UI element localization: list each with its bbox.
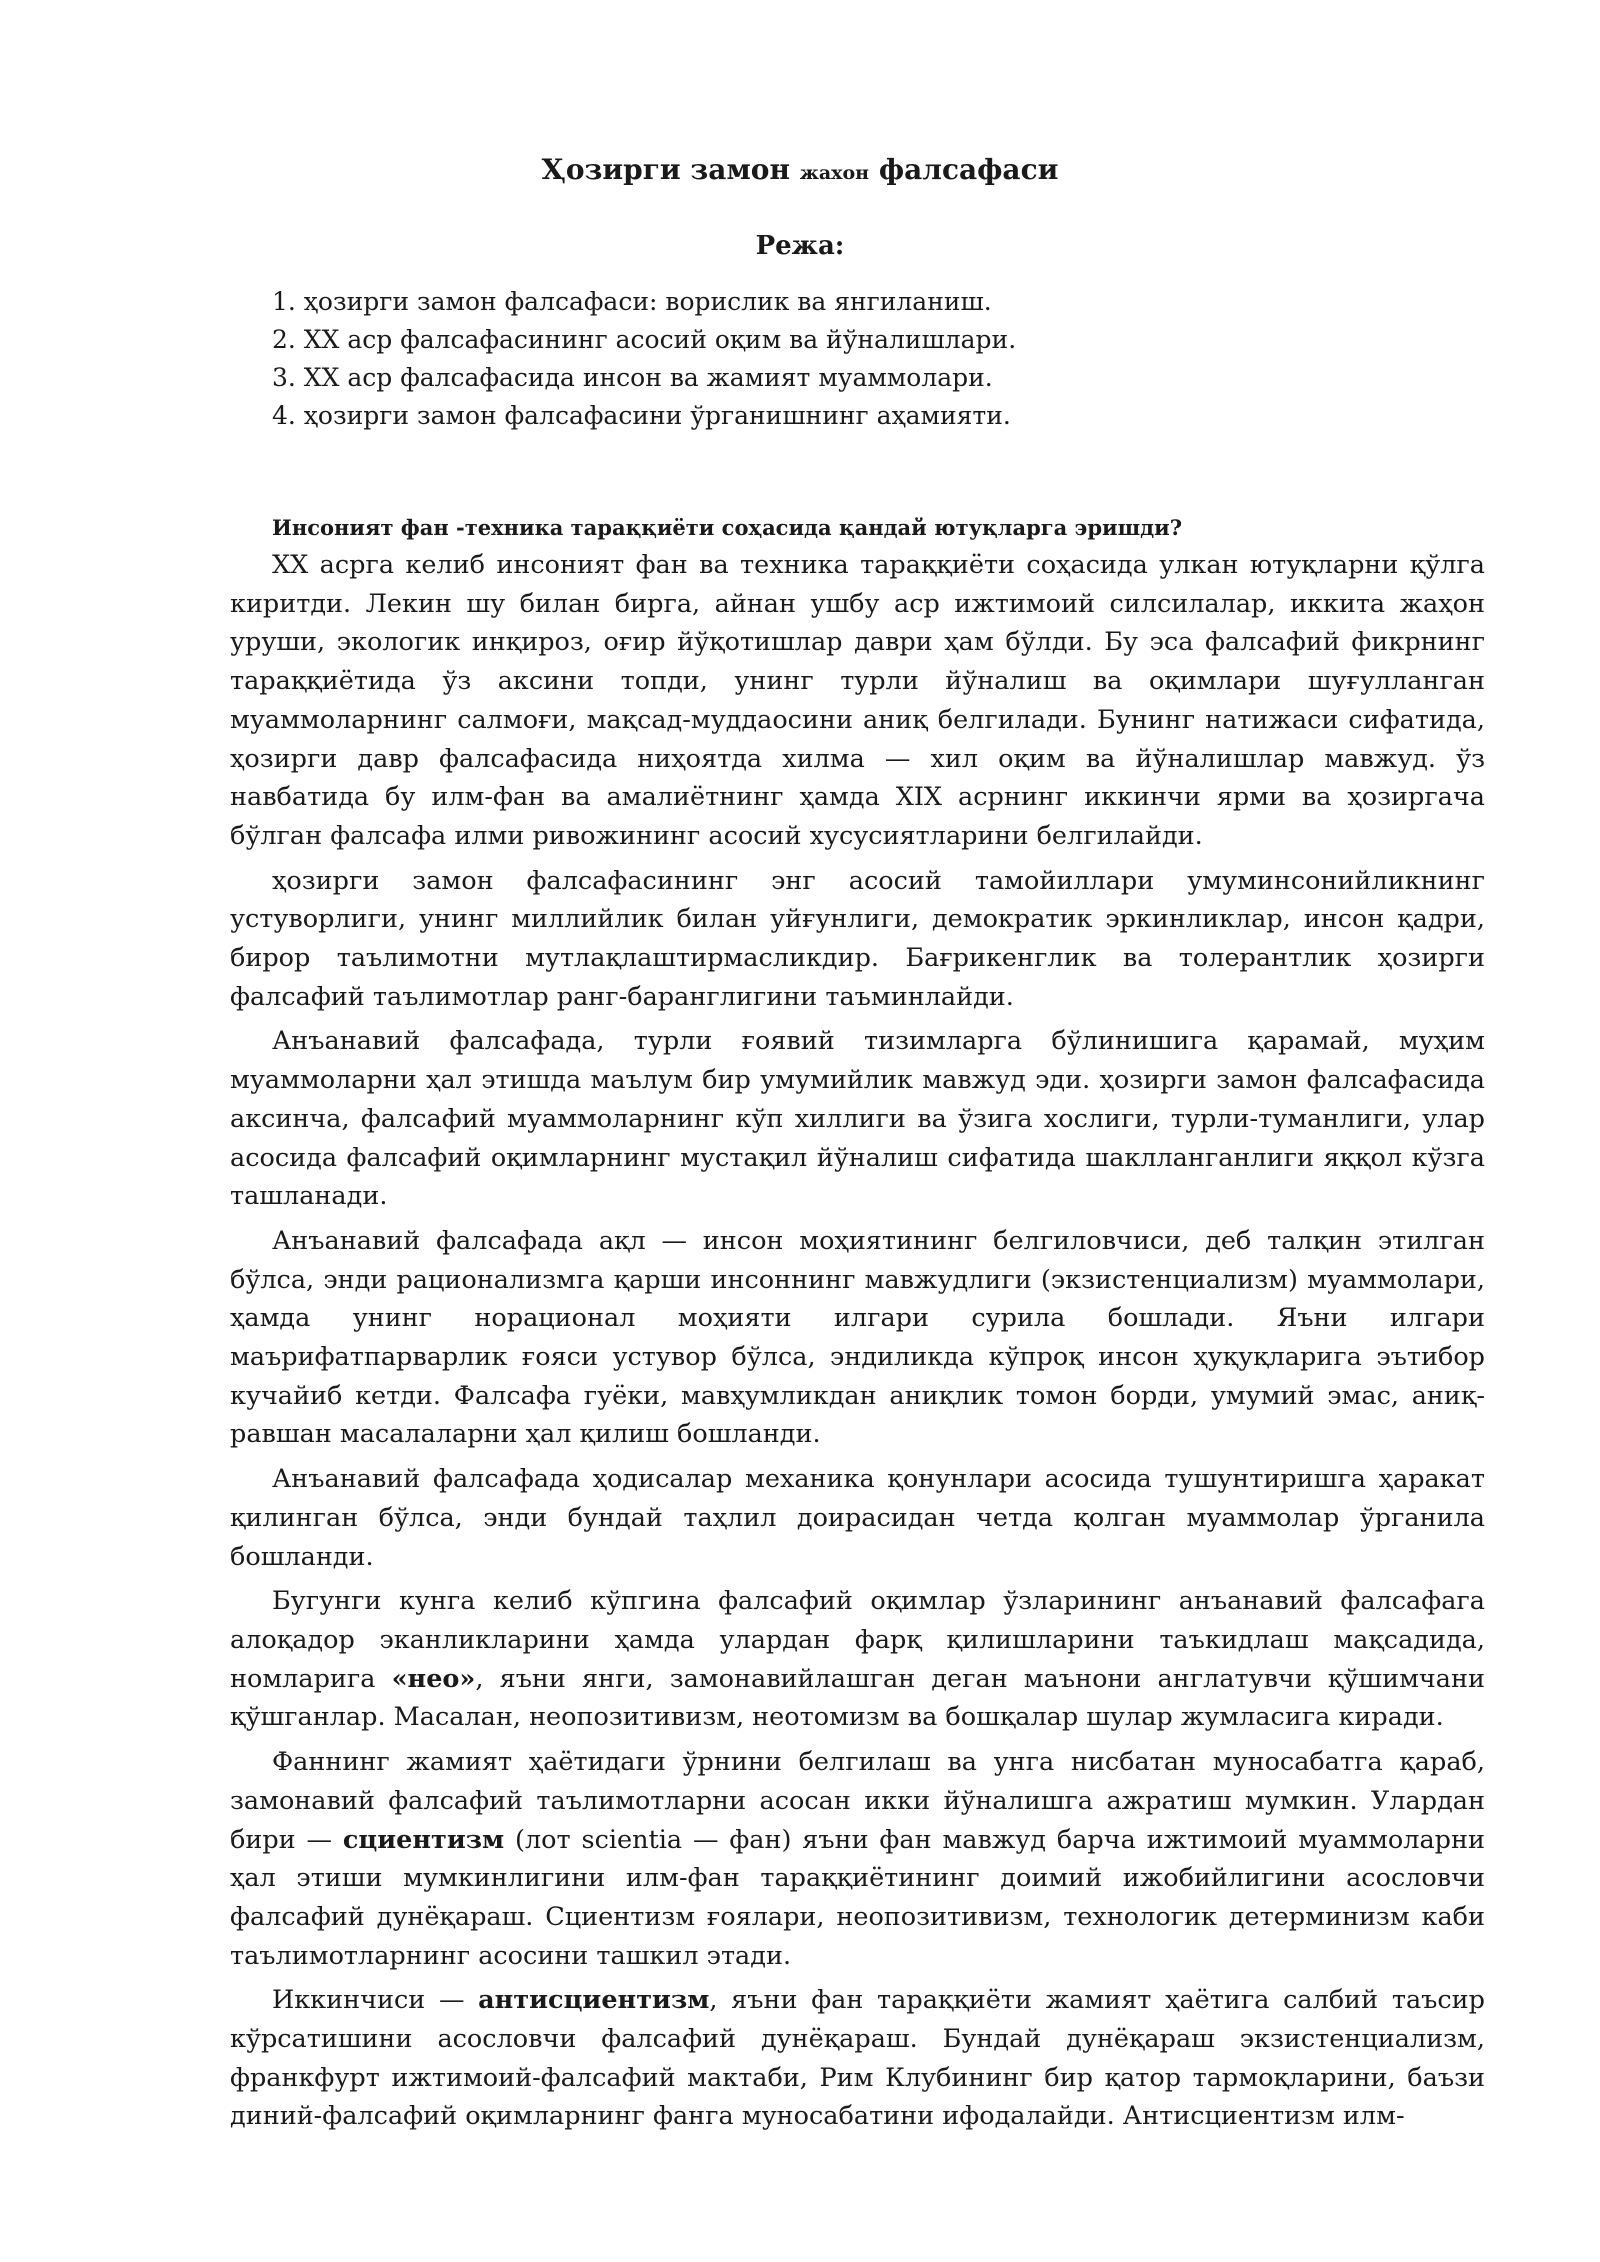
bold-term: сциентизм (342, 1824, 505, 1855)
plan-list (272, 283, 1016, 435)
title-part-1: Ҳозирги замон (541, 153, 790, 186)
paragraph (230, 1981, 1485, 2136)
paragraph-text: Иккинчиси — (272, 1985, 479, 2016)
page-title (0, 150, 1600, 193)
bold-term: «нео» (391, 1663, 476, 1694)
paragraph: ҳозирги замон фалсафасининг энг асосий тамойиллари умуминсонийликнинг устуворлиги, унинг миллийлик билан уйғунлиги, демократик эркинликлар, инсон қадри, бирор таълимотни мутлақлаштирмасликдир. Бағрикенглик ва толерантлик ҳозирги фалсафий таълимотлар ранг-баранглигини таъминлайди. (230, 865, 1485, 1012)
plan-item: 3. ХХ аср фалсафасида инсон ва жамият муаммолари. (272, 363, 993, 392)
paragraph-text: (лот scientia — фан) яъни фан мавжуд барча ижтимоий муаммоларни ҳал этиши мумкинлигини илм-фан тараққиётининг доимий ижобийлигини асословчи фалсафий дунёқараш. Сциентизм ғоялари, неопозитивизм, технологик детерминизм каби таълимотларнинг асосини ташкил этади. (230, 1824, 1485, 1971)
title-part-2: жахон (799, 162, 870, 184)
plan-heading: Режа: (755, 231, 845, 261)
paragraph-text: Бугунги кунга келиб кўпгина фалсафий оқимлар ўзларининг анъанавий фалсафага алоқадор эканликларини ҳамда улардан фарқ қилишларини таъкидлаш мақсадида, номларига (230, 1586, 1485, 1694)
paragraph: Анъанавий фалсафада ақл — инсон моҳиятининг белгиловчиси, деб талқин этилган бўлса, энди рационализмга қарши инсоннинг мавжудлиги (экзистенциализм) муаммолари, ҳамда унинг норационал моҳияти илгари сурила бошлади. Яъни илгари маърифатпарварлик ғояси устувор бўлса, эндиликда кўпроқ инсон ҳуқуқларига эътибор кучайиб кетди. Фалсафа гуёки, мавҳумликдан аниқлик томон борди, умумий эмас, аниқ-равшан масалаларни ҳал қилиш бошланди. (230, 1225, 1485, 1450)
plan-item: 4. ҳозирги замон фалсафасини ўрганишнинг аҳамияти. (272, 401, 1011, 430)
plan-item: 2. ХХ аср фалсафасининг асосий оқим ва йўналишлари. (272, 325, 1017, 354)
paragraph-text: Фаннинг жамият ҳаётидаги ўрнини белгилаш ва унга нисбатан муносабатга қараб, замонавий фалсафий таълимотларни асосан икки йўналишга ажратиш мумкин. Улардан бири — (230, 1747, 1485, 1855)
plan-item: 1. ҳозирги замон фалсафаси: ворислик ва янгиланиш. (272, 287, 992, 316)
paragraph: Анъанавий фалсафада, турли ғоявий тизимларга бўлинишига қарамай, муҳим муаммоларни ҳал этишда маълум бир умумийлик мавжуд эди. ҳозирги замон фалсафасида аксинча, фалсафий муаммоларнинг кўп хиллиги ва ўзига хослиги, турли-туманлиги, улар асосида фалсафий оқимларнинг мустақил йўналиш сифатида шаклланганлиги яққол кўзга ташланади. (230, 1026, 1485, 1212)
paragraph: Анъанавий фалсафада ҳодисалар механика қонунлари асосида тушунтиришга ҳаракат қилинган бўлса, энди бундай таҳлил доирасидан четда қолган муаммолар ўрганила бошланди. (230, 1464, 1485, 1572)
paragraph: ХХ асрга келиб инсоният фан ва техника тараққиёти соҳасида улкан ютуқларни қўлга киритди. Лекин шу билан бирга, айнан ушбу аср ижтимоий силсилалар, иккита жаҳон уруши, экологик инқироз, оғир йўқотишлар даври ҳам бўлди. Бу эса фалсафий фикрнинг тараққиётида ўз аксини топди, унинг турли йўналиш ва оқимлари шуғулланган муаммоларнинг салмоғи, мақсад-муддаосини аниқ белгилади. Бунинг натижаси сифатида, ҳозирги давр фалсафасида ниҳоятда хилма — хил оқим ва йўналишлар мавжуд. ўз навбатида бу илм-фан ва амалиётнинг ҳамда ХIХ асрнинг иккинчи ярми ва ҳозиргача бўлган фалсафа илми ривожининг асосий хусусиятларини белгилайди. (230, 550, 1485, 851)
section-question: Инсоният фан -техника тараққиёти соҳасида қандай ютуқларга эришди? (272, 515, 1183, 540)
paragraph (230, 1582, 1485, 1737)
body-text (230, 546, 1485, 2136)
title-part-3: фалсафаси (878, 153, 1059, 186)
paragraph (230, 1743, 1485, 1975)
paragraph-text: , яъни фан тараққиёти жамият ҳаётига салбий таъсир кўрсатишини асословчи фалсафий дунёқараш. Бундай дунёқараш экзистенциализм, франкфурт ижтимоий-фалсафий мактаби, Рим Клубининг бир қатор тармоқларини, баъзи диний-фалсафий оқимларнинг фанга муносабатини ифодалайди. Антисциентизм илм- (230, 1985, 1485, 2132)
paragraph-text: , яъни янги, замонавийлашган деган маънони англатувчи қўшимчани қўшганлар. Масалан, неопозитивизм, неотомизм ва бошқалар шулар жумласига киради. (230, 1663, 1485, 1733)
bold-term: антисциентизм (478, 1985, 710, 2016)
